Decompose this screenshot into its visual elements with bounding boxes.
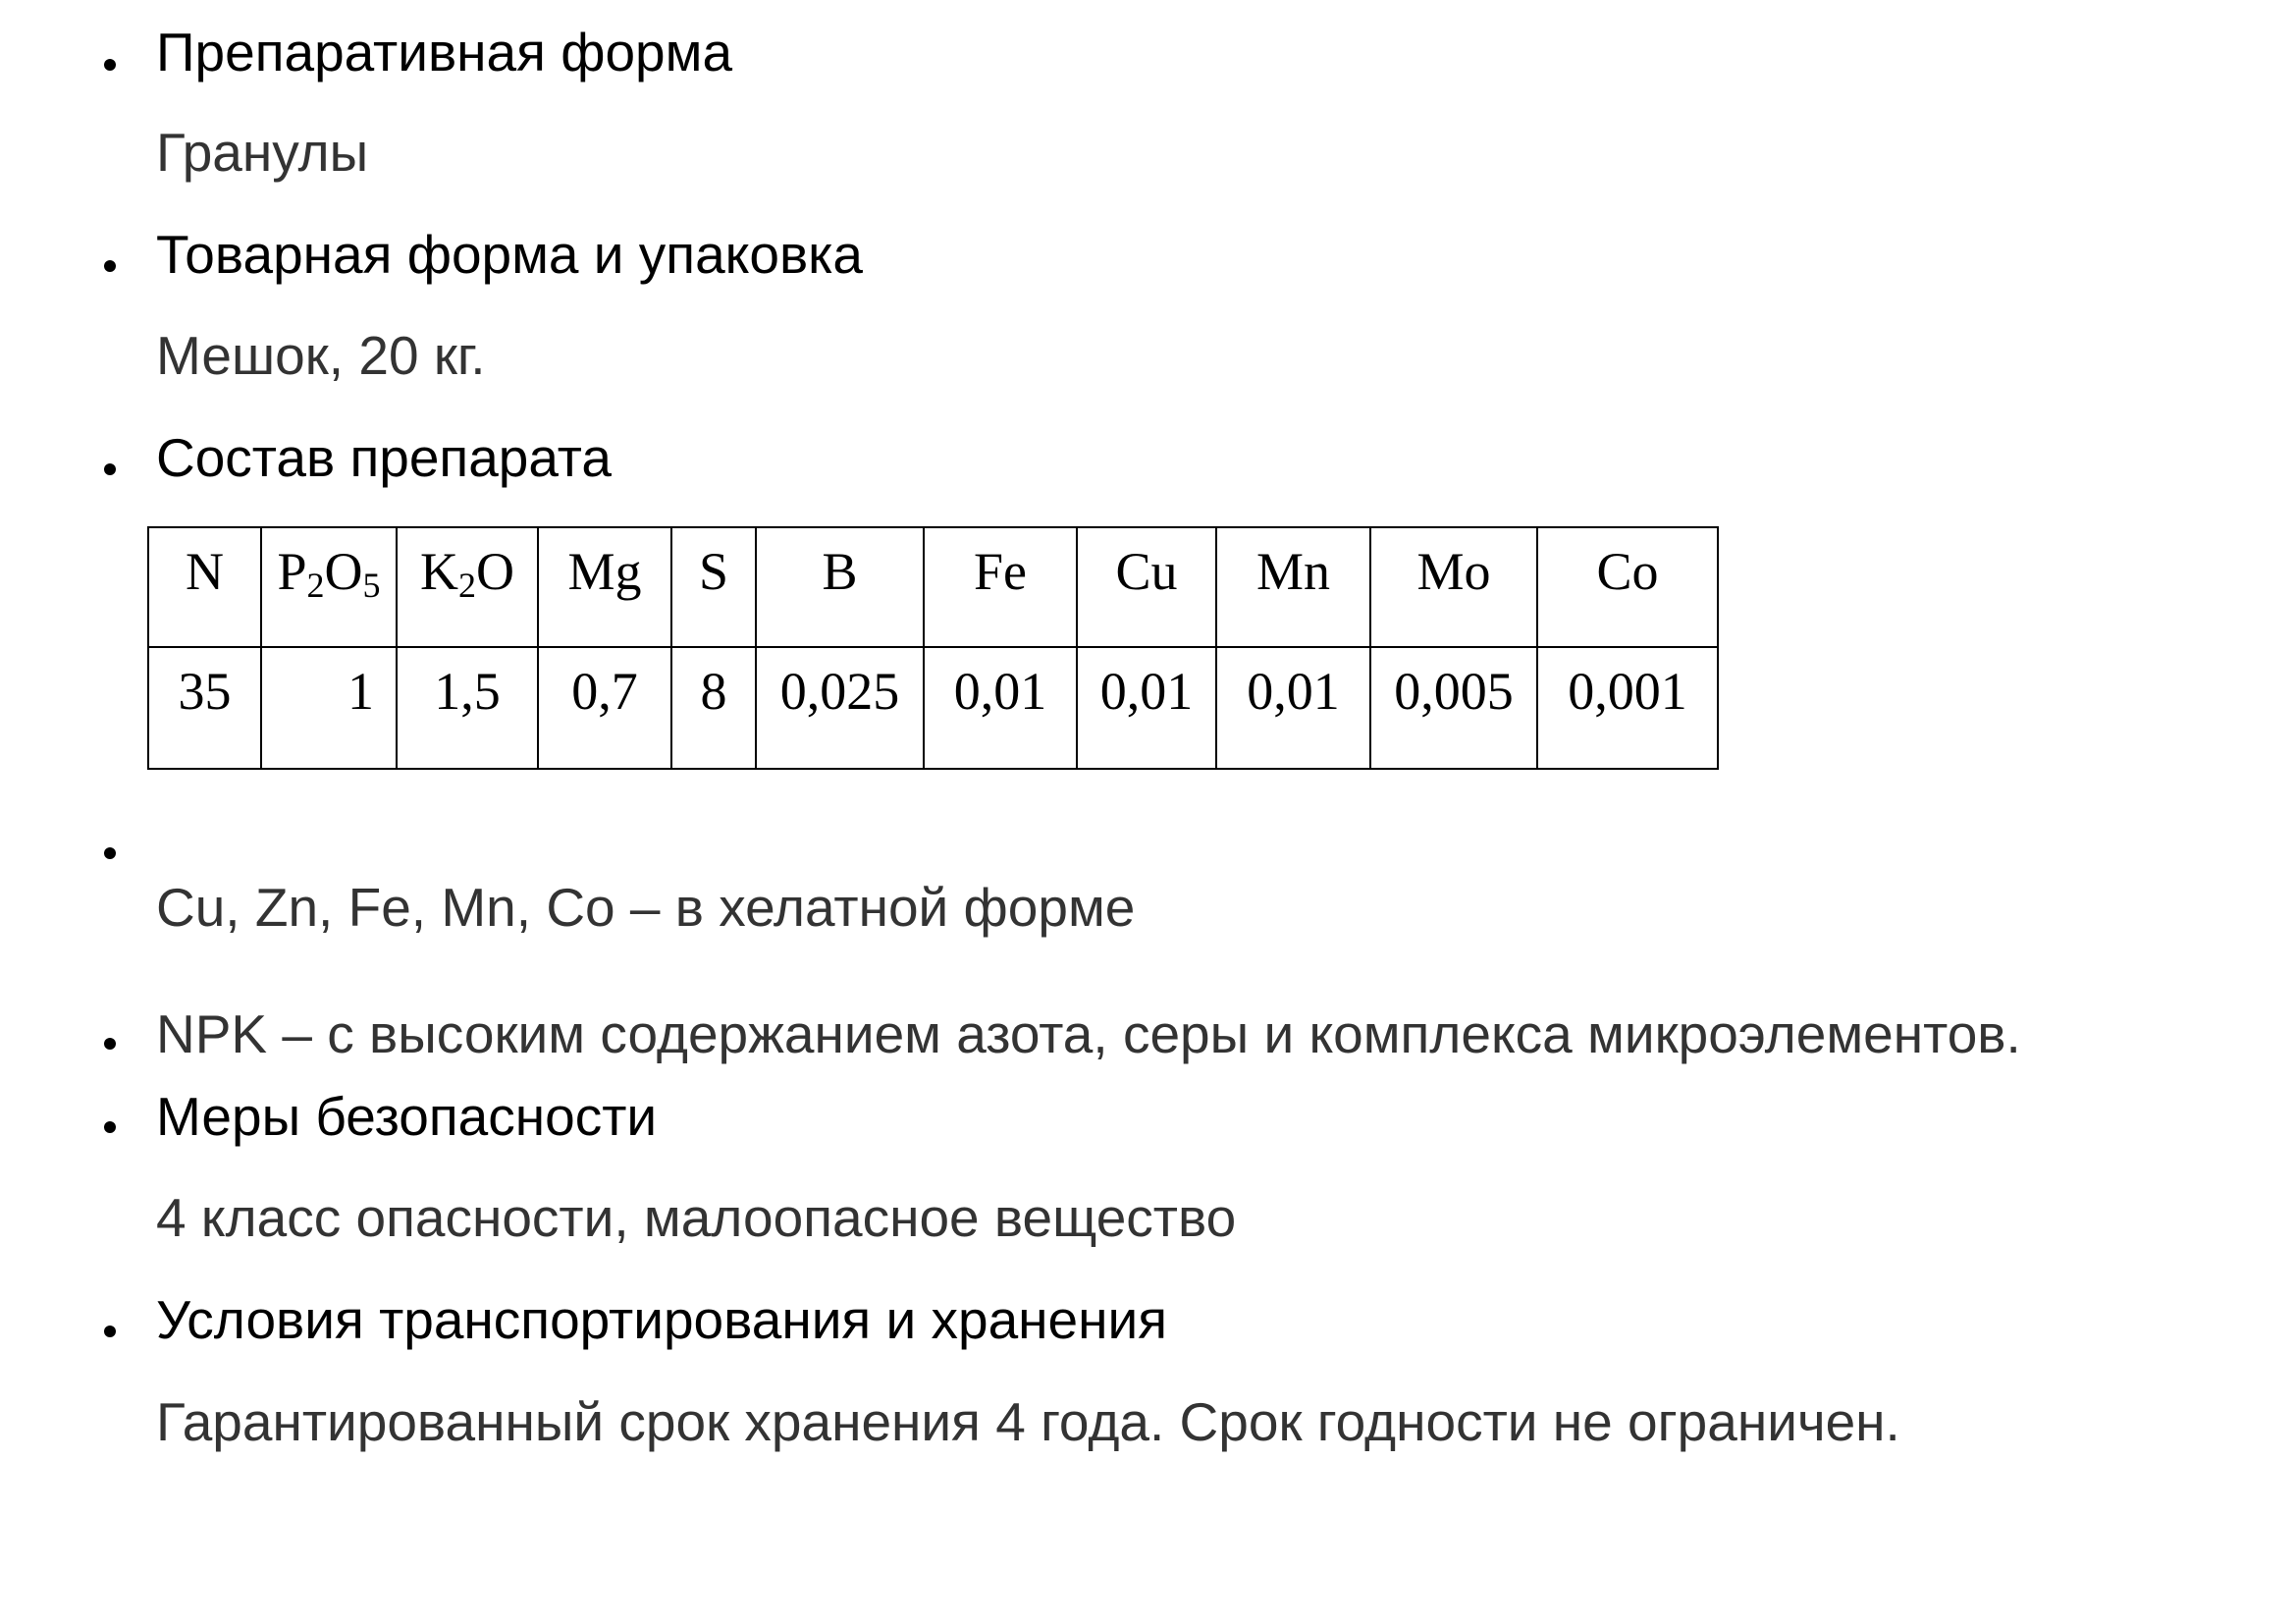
table-cell: 0,01	[1216, 647, 1370, 769]
section-heading: Товарная форма и упаковка	[156, 224, 864, 285]
composition-table	[147, 526, 1719, 770]
table-row	[148, 647, 1718, 769]
table-cell: 1	[261, 647, 397, 769]
table-header-cell: $K_2O$	[397, 527, 538, 647]
table-cell: 0,01	[1077, 647, 1216, 769]
bullet-icon	[104, 59, 116, 71]
table-header-cell: S	[671, 527, 756, 647]
table-header-cell: Co	[1537, 527, 1718, 647]
table-cell: 35	[148, 647, 261, 769]
table-cell: 1,5	[397, 647, 538, 769]
section-heading: Состав препарата	[156, 427, 612, 488]
bullet-icon	[104, 847, 116, 859]
table-cell: 0,001	[1537, 647, 1718, 769]
section-value: Мешок, 20 кг.	[156, 325, 486, 386]
section-heading: Препаративная форма	[156, 22, 733, 82]
table-header-cell: B	[756, 527, 924, 647]
section-heading: Меры безопасности	[156, 1086, 658, 1147]
section-value: Cu, Zn, Fe, Mn, Co – в хелатной форме	[156, 877, 1136, 938]
section-value: Гранулы	[156, 122, 369, 183]
table-header-cell: Fe	[924, 527, 1077, 647]
table-header-cell: Mg	[538, 527, 671, 647]
table-header-cell: $P_2O_5$	[261, 527, 397, 647]
section-heading: Условия транспортирования и хранения	[156, 1289, 1168, 1350]
table-cell: 0,025	[756, 647, 924, 769]
section-value: NPK – с высоким содержанием азота, серы и комплекса микроэлементов.	[156, 1003, 2021, 1064]
table-header-row	[148, 527, 1718, 647]
bullet-icon	[104, 463, 116, 475]
section-value: 4 класс опасности, малоопасное вещество	[156, 1187, 1237, 1248]
table-header-cell: Mo	[1370, 527, 1537, 647]
table-cell: 0,005	[1370, 647, 1537, 769]
bullet-icon	[104, 260, 116, 272]
table-cell: 8	[671, 647, 756, 769]
bullet-icon	[104, 1326, 116, 1337]
bullet-icon	[104, 1121, 116, 1133]
table-header-cell: Mn	[1216, 527, 1370, 647]
table-header-cell: N	[148, 527, 261, 647]
bullet-icon	[104, 1038, 116, 1050]
table-cell: 0,01	[924, 647, 1077, 769]
section-value: Гарантированный срок хранения 4 года. Срок годности не ограничен.	[156, 1391, 1900, 1452]
table-header-cell: Cu	[1077, 527, 1216, 647]
table-cell: 0,7	[538, 647, 671, 769]
